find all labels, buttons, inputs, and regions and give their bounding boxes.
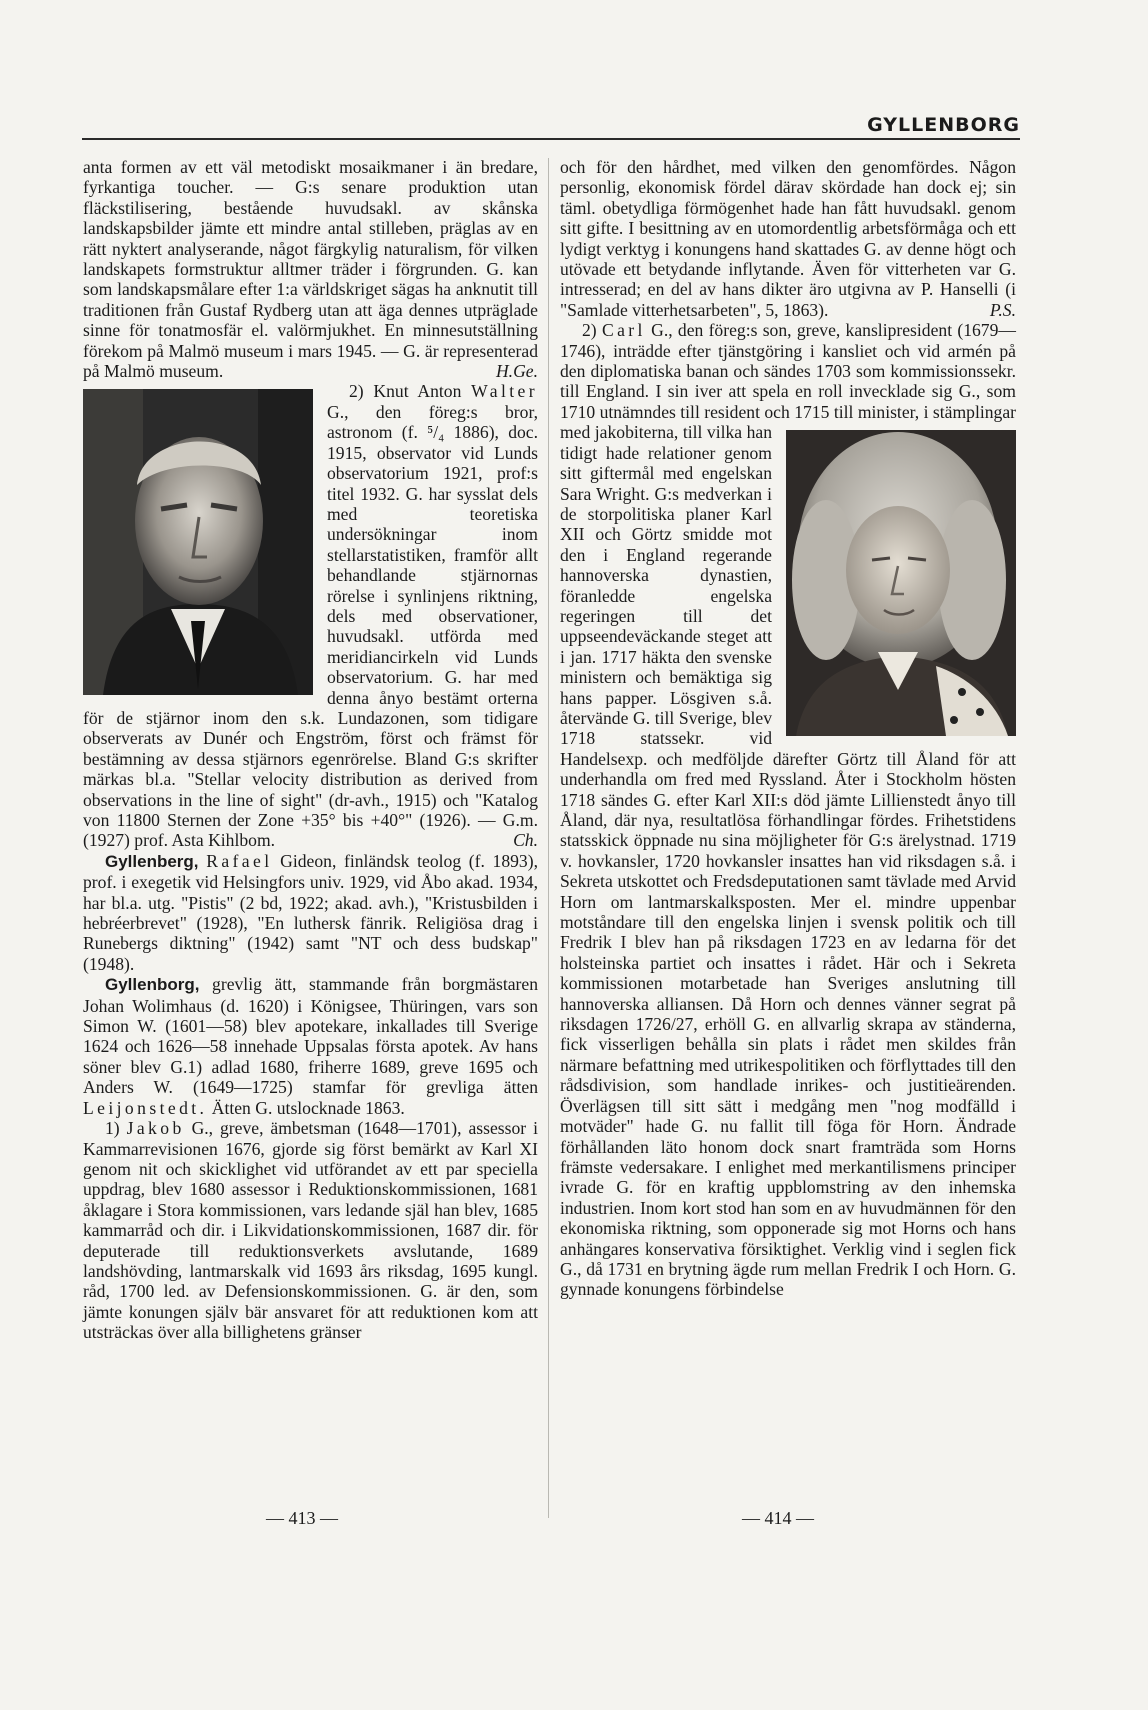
entry-carl-gyllenborg: 2) Carl G., den föreg:s son, greve, kanslipresident (1679—1746), inträdde efter tjänstgöring i kansliet och vid armén på den diplomatiska banan och sändes 1703 som kommissionssekr. till England. I sin iver att spela en roll invecklade sig G., som 1710 utnämndes till resident och 1715 till minister, i stämplingar med jakobiterna, till vilka han tidigt hade relationer genom sitt giftermål med engelskan Sara Wright. G:s medverkan i de storpolitiska planer Karl XII och Görtz smidde mot den i England regerande hannoverska dynastien, föranledde engelska regeringen till det uppseendeväckande steget att i jan. 1717 häkta den svenske ministern och bemäktiga sig hans papper. Lösgiven s.å. återvände G. till Sverige, blev 1718 statssekr. vid Handelsexp. och medföljde därefter Görtz till Åland för att underhandla om fred med Ryssland. Åter i Stockholm hösten 1718 sändes G. efter Karl XII:s död jämte Lillienstedt ånyo till Åland, där nya, resultatlösa förhandlingar fördes. Frihetstidens statsskick öppnade nu sina möjligheter för G:s ärelystnad. 1719 v. hovkansler, 1720 hovkansler insattes han vid riksdagen s.å. i Sekreta utskottet och Fredsdeputationen samt tävlade med Arvid Horn om lantmarskalksposten. Mer el. mindre uppenbar motståndare till den engelska linjen i svensk politik och till Fredrik I blev han på riksdagen 1723 en av ledarna för det holsteinska partiet och insattes i rådet. Här och i Sekreta kommissionen motarbetade han Sveriges anslutning till hannoverska alliansen. Då Horn och dennes vänner segrat på riksdagen 1726/27, erhöll G. en allvarlig skrapa av ständerna, fick visserligen behålla sin plats i rådet men skildes från närmare befattning med utrikespolitiken och förflyttades till den rådsdivision, som handlade inrikes- och justitieärenden. Överlägsen till sitt sätt i medgång men "nog modfälld i motväder" hade G. nu fallit till föga för Horn. Ändrade förhållanden läto honom dock snart framträda som Horns främste vedersakare. I enlighet med merkantilismens principer ivrade G. för en kraftig uppblomstring av den inhemska industrien. Inom kort stod han som en av huvudmännen för den ekonomiska riktning, som opponerade sig mot Horns och hans anhängares konservativa försiktighet. Verklig vind i seglen fick G., då 1731 en brytning ägde rum mellan Fredrik I och Horn. G. gynnade konungens förbindelse <box>560 320 1016 1300</box>
entry-paragraph: anta formen av ett väl metodiskt mosaikmaner i än bredare, fyrkantiga toucher. — G:s senare produktion utan fläckstilisering, bestående huvudsakl. av skånska landskapsbilder jämte ett mindre antal stilleben, präglas av en rätt nyktert analyserande, något färgkylig naturalism, för vilken landskapets formstruktur alltmer träder i förgrunden. G. kan som landskapsmålare efter 1:a världskriget sägas ha anknutit till traditionen från Gustaf Rydberg utan att äga dennes utpräglade sinne för tonatmosfär el. valörmjukhet. En minnesutställning förekom på Malmö museum i mars 1945. — G. är representerad på Malmö museum. H.Ge. <box>83 157 538 382</box>
entry-knut-walter: 2) Knut Anton Walter G., den föreg:s bror, astronom (f. ⁵/₄ 1886), doc. 1915, observator vid Lunds observatorium 1921, prof:s titel 1932. G. har sysslat dels med teoretiska undersökningar inom stellarstatistiken, framför allt behandlande stjärnornas rörelse i synlinjens riktning, dels med observationer, huvudsakl. utförda med meridiancirkeln vid Lunds observatorium. G. har med denna ånyo bestämt orterna för de stjärnor inom den s.k. Lundazonen, som tidigare observerats av Dunér och Engström, först och främst för bestämning av dessa stjärnors egenrörelse. Bland G:s skrifter märkas bl.a. "Stellar velocity distribution as derived from observations in the line of sight" (dr-avh., 1915) och "Katalog von 11800 Sternen der Zone +35° bis +40°" (1926). — G.m. (1927) prof. Asta Kihlbom. Ch. <box>83 381 538 851</box>
entry-paragraph: och för den hårdhet, med vilken den genomfördes. Någon personlig, ekonomisk fördel därav skördade han dock ej; sin täml. obetydliga förmögenhet hade han fått huvudsakl. genom sitt gifte. I besittning av en utomordentlig arbetsförmåga och ett lydigt verktyg i konungens hand skattades G. av denne högt och utövade ett betydande inflytande. Även för vitterheten var G. intresserad; en del av hans dikter äro utgivna av P. Hanselli (i "Samlade vitterhetsarbeten", 5, 1863). P.S. <box>560 157 1016 320</box>
portrait-painting-carl-gyllenborg <box>786 430 1016 736</box>
spaced-name: Leijonstedt. <box>83 1097 208 1118</box>
entry-gyllenborg-family: Gyllenborg, grevlig ätt, stammande från borgmästaren Johan Wolimhaus (d. 1620) i Königsee, Thüringen, vars son Simon W. (1601—58) blev apotekare, inkallades till Sverige 1624 och 1626—58 innehade Uppsalas första apotek. Av hans söner blev G.1) adlad 1680, friherre 1689, greve 1695 och Anders W. (1649—1725) stamfar för grevliga ätten Leijonstedt. Ätten G. utslocknade 1863. <box>83 974 539 1118</box>
spaced-name: Jakob <box>126 1118 185 1139</box>
spaced-name: Carl <box>601 320 646 341</box>
author-signature: H.Ge. <box>495 361 538 382</box>
spaced-name: Rafael <box>206 850 273 871</box>
page-number-left: — 413 — <box>266 1508 338 1528</box>
column-divider <box>548 158 549 1518</box>
author-signature: Ch. <box>513 830 538 851</box>
entry-rafael-gyllenberg: Gyllenberg, Rafael Gideon, finländsk teolog (f. 1893), prof. i exegetik vid Helsingfors univ. 1929, vid Åbo akad. 1934, har bl.a. utg. "Pistis" (2 bd, 1922; akad. avh.), "Kristusbilden i hebréerbrevet" (1928), "En luthersk fänrik. Religiösa drag i Runebergs diktning" (1942) samt "NT och dess budskap" (1948). <box>83 850 538 974</box>
entry-headword: Gyllenborg, <box>105 975 200 995</box>
running-head: GYLLENBORG <box>867 114 1020 136</box>
entry-headword: Gyllenberg, <box>105 851 199 871</box>
author-signature: P.S. <box>989 299 1016 320</box>
page-number-right: — 414 — <box>742 1508 814 1528</box>
header-rule <box>82 138 1020 140</box>
spaced-name: Walter <box>471 381 538 402</box>
portrait-photo-knut-walter <box>83 389 313 695</box>
entry-jakob-gyllenborg: 1) Jakob G., greve, ämbetsman (1648—1701), assessor i Kammarrevisionen 1676, gjorde sig först bemärkt av Karl XI genom nit och skicklighet vid utförandet av ett par speciella uppdrag, blev 1680 assessor i Reduktionskommissionen, 1681 åklagare i Stora kommissionen, vars ledande själ han blev, 1685 kammarråd och dir. i Likvidationskommissionen, 1687 dir. för deputerade till reduktionsverkets avslutande, 1689 landshövding, lantmarskalk vid 1693 års riksdag, 1695 kungl. råd, 1700 led. av Defensionskommissionen. G. är den, som jämte konungen själv bär ansvaret för att reduktionen kom att utsträckas över alla billighetens gränser <box>83 1118 538 1343</box>
left-column <box>83 157 538 1343</box>
right-column <box>560 157 1016 1300</box>
